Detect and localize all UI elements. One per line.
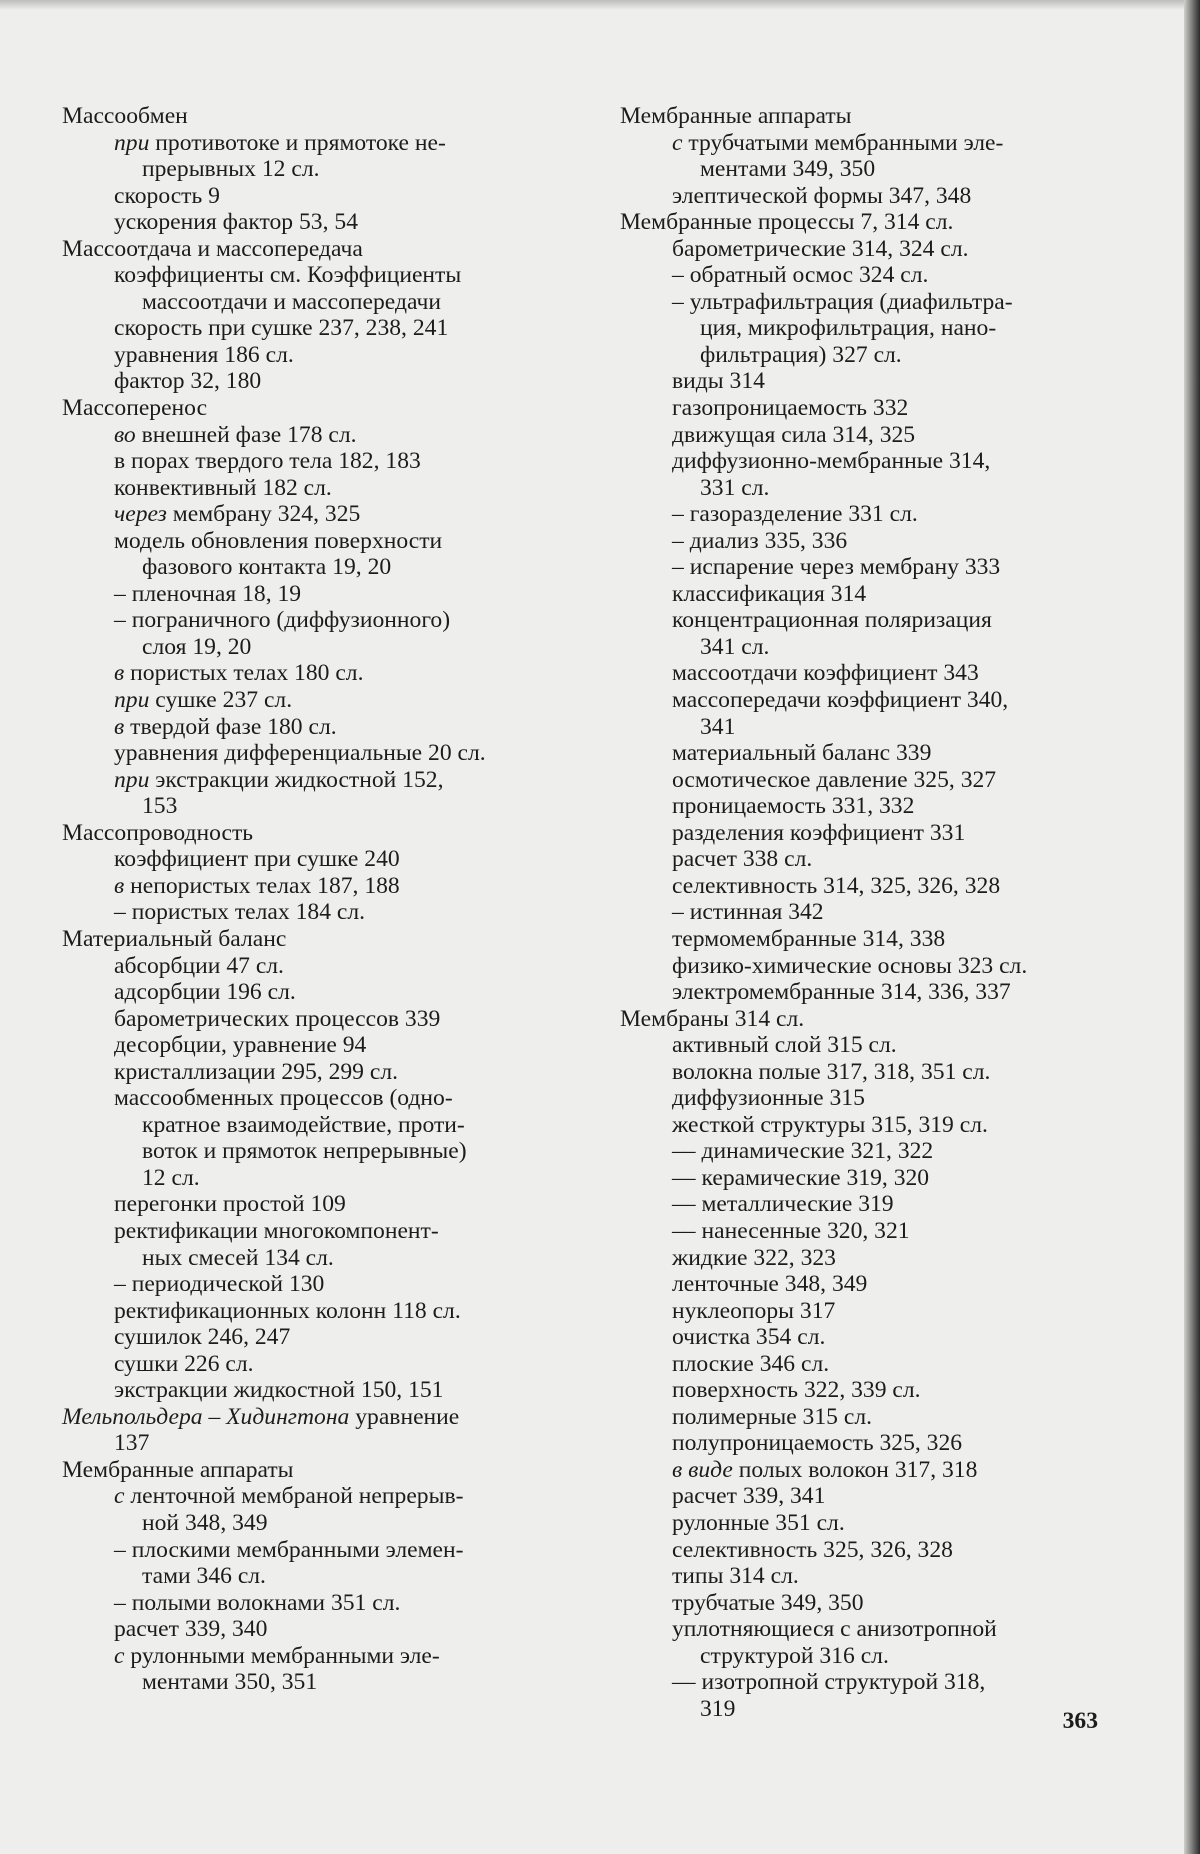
index-text: уравнение (349, 1403, 460, 1430)
index-text: уплотняющиеся с анизотропной (672, 1616, 997, 1643)
index-text: Массоперенос (62, 395, 208, 422)
index-subentry (620, 607, 1098, 634)
index-text: ных смесей 134 сл. (142, 1244, 334, 1271)
index-subentry (62, 634, 544, 661)
index-text: 137 (114, 1430, 150, 1457)
index-text: жидкие 322, 323 (672, 1244, 836, 1271)
index-subentry (62, 1191, 544, 1218)
index-text: ректификационных колонн 118 сл. (114, 1297, 461, 1324)
index-italic-prefix: в виде (672, 1456, 733, 1483)
index-subentry (620, 581, 1098, 608)
index-text: ментами 349, 350 (700, 156, 876, 183)
index-subentry (62, 475, 544, 502)
index-subentry (62, 714, 544, 741)
index-heading (62, 236, 544, 263)
index-text: движущая сила 314, 325 (672, 421, 916, 448)
index-text: – плоскими мембранными элемен- (114, 1536, 464, 1563)
index-italic-prefix: с (114, 1483, 125, 1510)
index-italic-prefix: в (114, 713, 125, 740)
index-subentry (620, 714, 1098, 741)
index-text: – газоразделение 331 сл. (672, 501, 918, 528)
index-text: расчет 338 сл. (672, 846, 813, 873)
index-text: ускорения фактор 53, 54 (114, 209, 358, 236)
index-column-left (62, 103, 544, 1696)
index-subentry (62, 448, 544, 475)
index-text: концентрационная поляризация (672, 607, 992, 634)
index-text: физико-химические основы 323 сл. (672, 952, 1028, 979)
index-text: твердой фазе 180 сл. (124, 713, 337, 740)
index-subentry (620, 183, 1098, 210)
index-text: трубчатые 349, 350 (672, 1589, 864, 1616)
index-subentry (62, 581, 544, 608)
index-text: барометрических процессов 339 (114, 1005, 441, 1032)
index-text: Мембранные аппараты (620, 103, 852, 129)
index-text: экстракции жидкостной 150, 151 (114, 1377, 444, 1404)
index-italic-prefix: с (672, 129, 683, 156)
index-text: трубчатыми мембранными эле- (682, 129, 1004, 156)
index-text: в порах твердого тела 182, 183 (114, 448, 421, 475)
index-subentry (62, 209, 544, 236)
index-subentry (62, 501, 544, 528)
index-subentry (62, 899, 544, 926)
index-subentry (62, 422, 544, 449)
index-text: – диализ 335, 336 (672, 527, 848, 554)
index-subentry (620, 1085, 1098, 1112)
index-text: поверхность 322, 339 сл. (672, 1377, 921, 1404)
index-text: расчет 339, 340 (114, 1616, 268, 1643)
index-subentry (620, 634, 1098, 661)
index-subentry (620, 1138, 1098, 1165)
index-text: десорбции, уравнение 94 (114, 1032, 367, 1059)
index-text: тами 346 сл. (142, 1563, 266, 1590)
index-text: непористых телах 187, 188 (124, 872, 400, 899)
index-text: коэффициенты см. Коэффициенты (114, 262, 462, 289)
index-text: скорость при сушке 237, 238, 241 (114, 315, 449, 342)
index-subentry (62, 1032, 544, 1059)
index-subentry (62, 342, 544, 369)
index-subentry (62, 554, 544, 581)
index-text: барометрические 314, 324 сл. (672, 235, 969, 262)
index-text: ция, микрофильтрация, нано- (700, 315, 997, 342)
index-italic-prefix: во (114, 421, 136, 448)
index-text: полых волокон 317, 318 (732, 1456, 978, 1483)
index-italic-prefix: при (114, 129, 150, 156)
index-text: Массопроводность (62, 819, 254, 846)
index-italic-prefix: с (114, 1642, 125, 1669)
index-text: воток и прямоток непрерывные) (142, 1138, 467, 1165)
index-text: сушки 226 сл. (114, 1350, 254, 1377)
index-text: –– динамические 321, 322 (672, 1138, 934, 1165)
index-subentry (62, 1165, 544, 1192)
index-subentry (62, 607, 544, 634)
index-subentry (620, 501, 1098, 528)
index-subentry (62, 1537, 544, 1564)
index-text: экстракции жидкостной 152, (149, 766, 444, 793)
index-italic-prefix: при (114, 687, 150, 714)
index-subentry (62, 793, 544, 820)
index-italic-prefix: через (114, 501, 167, 528)
index-subentry (620, 1351, 1098, 1378)
index-text: слоя 19, 20 (142, 633, 252, 660)
index-italic-prefix: при (114, 766, 150, 793)
index-subentry (62, 1430, 544, 1457)
index-subentry (62, 953, 544, 980)
index-text: –– изотропной структурой 318, (672, 1669, 986, 1696)
index-text: – пограничного (диффузионного) (114, 607, 451, 634)
index-subentry (62, 1112, 544, 1139)
index-subentry (620, 395, 1098, 422)
index-subentry (62, 1006, 544, 1033)
index-text: материальный баланс 339 (672, 740, 932, 767)
index-text: полупроницаемость 325, 326 (672, 1430, 963, 1457)
index-subentry (620, 899, 1098, 926)
index-heading (62, 1404, 544, 1431)
index-subentry (620, 1324, 1098, 1351)
index-subentry (62, 130, 544, 157)
index-subentry (620, 1669, 1098, 1696)
index-subentry (620, 979, 1098, 1006)
index-subentry (62, 687, 544, 714)
index-heading (620, 1006, 1098, 1033)
index-subentry (620, 342, 1098, 369)
index-text: плоские 346 сл. (672, 1350, 830, 1377)
scan-top-shadow (0, 0, 1200, 10)
index-text: Мембранные аппараты (62, 1456, 294, 1483)
index-subentry (62, 767, 544, 794)
index-subentry (620, 528, 1098, 555)
index-text: типы 314 сл. (672, 1563, 799, 1590)
index-subentry (620, 475, 1098, 502)
index-text: селективность 314, 325, 326, 328 (672, 872, 1001, 899)
index-text: структурой 316 сл. (700, 1642, 889, 1669)
index-subentry (620, 1457, 1098, 1484)
index-subentry (62, 1643, 544, 1670)
index-subentry (62, 660, 544, 687)
index-subentry (620, 820, 1098, 847)
index-text: Материальный баланс (62, 925, 287, 952)
index-subentry (62, 1351, 544, 1378)
index-text: ной 348, 349 (142, 1509, 268, 1536)
index-italic-prefix: в (114, 660, 125, 687)
index-subentry (620, 236, 1098, 263)
index-subentry (62, 1059, 544, 1086)
index-text: рулонными мембранными эле- (124, 1642, 440, 1669)
index-subentry (62, 1138, 544, 1165)
index-text: – полыми волокнами 351 сл. (114, 1589, 401, 1616)
index-text: –– металлические 319 (672, 1191, 894, 1218)
index-text: термомембранные 314, 338 (672, 925, 946, 952)
index-subentry (620, 1430, 1098, 1457)
scan-edge-shadow (1184, 0, 1200, 1854)
index-text: расчет 339, 341 (672, 1483, 826, 1510)
index-text: рулонные 351 сл. (672, 1509, 845, 1536)
index-text: фактор 32, 180 (114, 368, 262, 395)
index-heading (62, 395, 544, 422)
index-subentry (620, 873, 1098, 900)
index-subentry (62, 156, 544, 183)
index-text: диффузионные 315 (672, 1085, 865, 1112)
index-text: Массообмен (62, 103, 188, 129)
index-subentry (620, 1245, 1098, 1272)
index-text: проницаемость 331, 332 (672, 793, 915, 820)
index-text: ментами 350, 351 (142, 1669, 318, 1696)
index-subentry (620, 660, 1098, 687)
index-heading (620, 209, 1098, 236)
index-text: – истинная 342 (672, 899, 824, 926)
index-heading (620, 103, 1098, 130)
index-subentry (62, 740, 544, 767)
index-text: кратное взаимодействие, проти- (142, 1111, 465, 1138)
index-text: массообменных процессов (одно- (114, 1085, 453, 1112)
index-subentry (620, 1218, 1098, 1245)
index-subentry (620, 315, 1098, 342)
index-subentry (620, 422, 1098, 449)
index-subentry (62, 1669, 544, 1696)
index-text: мембрану 324, 325 (166, 501, 361, 528)
index-subentry (620, 953, 1098, 980)
index-text: разделения коэффициент 331 (672, 819, 966, 846)
index-subentry (620, 262, 1098, 289)
index-subentry (62, 873, 544, 900)
index-text: Массоотдача и массопередача (62, 235, 363, 262)
index-subentry (620, 846, 1098, 873)
index-subentry (62, 289, 544, 316)
index-text: модель обновления поверхности (114, 527, 443, 554)
index-text: очистка 354 сл. (672, 1324, 826, 1351)
index-text: массоотдачи коэффициент 343 (672, 660, 979, 687)
index-subentry (62, 183, 544, 210)
index-subentry (620, 554, 1098, 581)
index-text: жесткой структуры 315, 319 сл. (672, 1111, 988, 1138)
index-subentry (62, 315, 544, 342)
index-heading (62, 926, 544, 953)
index-text: волокна полые 317, 318, 351 сл. (672, 1058, 991, 1085)
index-text: ленточные 348, 349 (672, 1271, 868, 1298)
index-subentry (620, 1404, 1098, 1431)
index-heading (62, 103, 544, 130)
index-subentry (62, 1616, 544, 1643)
index-text: скорость 9 (114, 182, 220, 209)
index-text: –– нанесенные 320, 321 (672, 1217, 910, 1244)
index-text: нуклеопоры 317 (672, 1297, 836, 1324)
index-text: – пленочная 18, 19 (114, 580, 302, 607)
index-subentry (620, 1112, 1098, 1139)
index-text: 319 (700, 1695, 736, 1722)
page-number: 363 (1062, 1708, 1098, 1734)
index-text: конвективный 182 сл. (114, 474, 332, 501)
index-subentry (62, 262, 544, 289)
index-text: прерывных 12 сл. (142, 156, 320, 183)
index-text: сушилок 246, 247 (114, 1324, 291, 1351)
index-subentry (620, 1191, 1098, 1218)
index-text: – обратный осмос 324 сл. (672, 262, 929, 289)
index-subentry (62, 979, 544, 1006)
index-text: коэффициент при сушке 240 (114, 846, 400, 873)
index-subentry (620, 1298, 1098, 1325)
index-heading (62, 1457, 544, 1484)
index-subentry (620, 767, 1098, 794)
index-text: уравнения дифференциальные 20 сл. (114, 740, 486, 767)
index-text: 331 сл. (700, 474, 770, 501)
index-text: –– керамические 319, 320 (672, 1164, 930, 1191)
index-subentry (620, 289, 1098, 316)
index-text: противотоке и прямотоке не- (149, 129, 446, 156)
index-subentry (620, 1616, 1098, 1643)
index-subentry (62, 1085, 544, 1112)
index-subentry (62, 1510, 544, 1537)
index-italic-prefix: в (114, 872, 125, 899)
index-subentry (620, 793, 1098, 820)
index-text: газопроницаемость 332 (672, 395, 909, 422)
index-subentry (620, 1696, 1098, 1723)
index-text: пористых телах 180 сл. (124, 660, 364, 687)
index-text: Мембраны 314 сл. (620, 1005, 805, 1032)
index-text: фазового контакта 19, 20 (142, 554, 392, 581)
index-subentry (620, 1643, 1098, 1670)
index-text: кристаллизации 295, 299 сл. (114, 1058, 399, 1085)
index-subentry (620, 1165, 1098, 1192)
index-subentry (62, 528, 544, 555)
index-subentry (620, 740, 1098, 767)
index-text: фильтрация) 327 сл. (700, 341, 902, 368)
index-subentry (620, 1377, 1098, 1404)
index-text: массоотдачи и массопередачи (142, 288, 441, 315)
index-subentry (62, 1377, 544, 1404)
index-text: классификация 314 (672, 580, 867, 607)
index-subentry (620, 1537, 1098, 1564)
index-subentry (620, 1032, 1098, 1059)
index-subentry (62, 1590, 544, 1617)
index-text: осмотическое давление 325, 327 (672, 766, 997, 793)
index-text: Мембранные процессы 7, 314 сл. (620, 209, 954, 236)
index-text: 341 сл. (700, 633, 770, 660)
index-text: адсорбции 196 сл. (114, 979, 296, 1006)
index-subentry (620, 687, 1098, 714)
index-subentry (620, 1271, 1098, 1298)
index-subentry (62, 1271, 544, 1298)
index-subentry (620, 156, 1098, 183)
index-subentry (620, 368, 1098, 395)
index-text: – ультрафильтрация (диафильтра- (672, 288, 1013, 315)
index-italic-prefix: Мельпольдера – Хидингтона (62, 1403, 350, 1430)
index-subentry (620, 1510, 1098, 1537)
index-text: внешней фазе 178 сл. (135, 421, 357, 448)
index-subentry (620, 448, 1098, 475)
index-text: селективность 325, 326, 328 (672, 1536, 953, 1563)
index-subentry (620, 1059, 1098, 1086)
index-subentry (62, 1245, 544, 1272)
index-text: полимерные 315 сл. (672, 1403, 872, 1430)
index-subentry (620, 1483, 1098, 1510)
index-subentry (62, 1483, 544, 1510)
index-text: 341 (700, 713, 736, 740)
index-text: – периодической 130 (114, 1271, 325, 1298)
index-column-right (620, 103, 1098, 1722)
index-text: сушке 237 сл. (149, 687, 293, 714)
index-subentry (62, 1563, 544, 1590)
index-subentry (62, 368, 544, 395)
index-text: виды 314 (672, 368, 765, 395)
index-text: 153 (142, 793, 178, 820)
index-text: элептической формы 347, 348 (672, 182, 972, 209)
index-subentry (620, 1590, 1098, 1617)
index-text: перегонки простой 109 (114, 1191, 346, 1218)
index-text: ленточной мембраной непрерыв- (124, 1483, 464, 1510)
index-subentry (620, 130, 1098, 157)
index-text: 12 сл. (142, 1164, 200, 1191)
index-text: диффузионно-мембранные 314, (672, 448, 991, 475)
index-text: – пористых телах 184 сл. (114, 899, 366, 926)
index-text: активный слой 315 сл. (672, 1032, 897, 1059)
index-text: уравнения 186 сл. (114, 341, 294, 368)
index-text: электромембранные 314, 336, 337 (672, 979, 1011, 1006)
index-subentry (620, 926, 1098, 953)
index-text: массопередачи коэффициент 340, (672, 687, 1009, 714)
index-subentry (62, 1298, 544, 1325)
index-subentry (62, 846, 544, 873)
index-subentry (62, 1324, 544, 1351)
index-text: абсорбции 47 сл. (114, 952, 284, 979)
index-subentry (620, 1563, 1098, 1590)
index-text: ректификации многокомпонент- (114, 1217, 439, 1244)
index-heading (62, 820, 544, 847)
index-text: – испарение через мембрану 333 (672, 554, 1001, 581)
index-subentry (62, 1218, 544, 1245)
